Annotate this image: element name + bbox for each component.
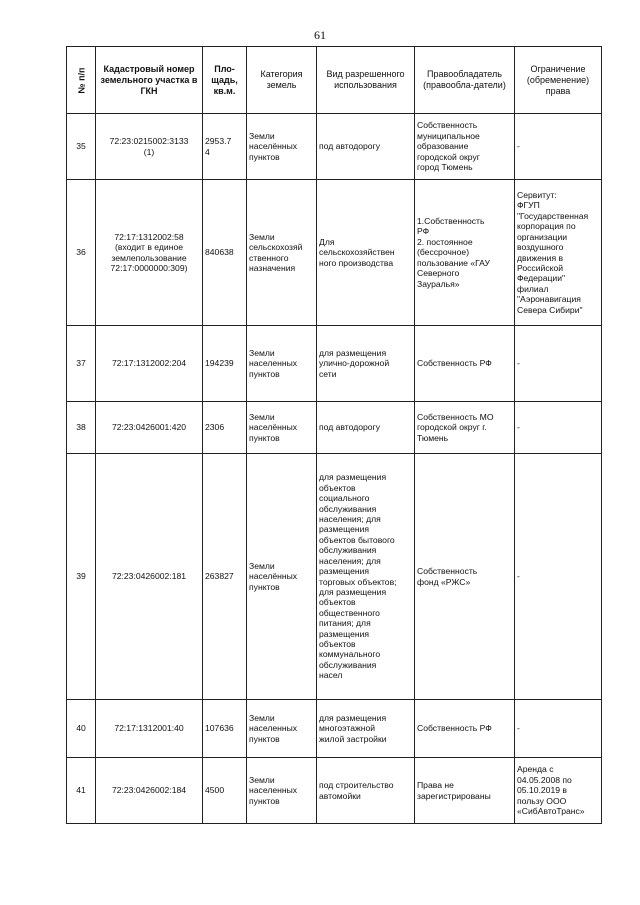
header-owner: Правообладатель (правообла-датели) — [415, 47, 515, 114]
cell-num: 41 — [67, 758, 96, 824]
cell-area: 2953.7 4 — [203, 114, 247, 180]
cell-owner: Собственность муниципальное образование городской округ город Тюмень — [415, 114, 515, 180]
cell-cadastral: 72:17:1312002:58 (входит в единое землепользование 72:17:0000000:309) — [96, 180, 203, 326]
header-restriction: Ограничение (обременение) права — [515, 47, 602, 114]
cell-num: 39 — [67, 454, 96, 700]
cell-category: Земли населённых пунктов — [247, 114, 317, 180]
cell-restriction: - — [515, 114, 602, 180]
table-row — [67, 700, 602, 758]
cell-num: 40 — [67, 700, 96, 758]
header-cadastral: Кадастровый номер земельного участка в ГКН — [96, 47, 203, 114]
cell-area: 107636 — [203, 700, 247, 758]
page-number: 61 — [314, 28, 326, 42]
cell-area: 840638 — [203, 180, 247, 326]
cell-area: 4500 — [203, 758, 247, 824]
cell-restriction: - — [515, 402, 602, 454]
cell-category: Земли населенных пунктов — [247, 326, 317, 402]
cell-area: 194239 — [203, 326, 247, 402]
cell-area: 263827 — [203, 454, 247, 700]
table-row — [67, 402, 602, 454]
cell-owner: Собственность РФ — [415, 700, 515, 758]
cell-usage: для размещения объектов социального обслуживания населения; для размещения объектов бытового обслуживания населения; для размещения торговых объектов; для размещения объектов общественного питания; для размещения объектов коммунального обслуживания насел — [317, 454, 415, 700]
cell-num: 37 — [67, 326, 96, 402]
cell-restriction: - — [515, 326, 602, 402]
table-row — [67, 180, 602, 326]
cell-cadastral: 72:23:0215002:3133 (1) — [96, 114, 203, 180]
table-row — [67, 326, 602, 402]
cell-owner: 1.Собственность РФ 2. постоянное (бессрочное) пользование «ГАУ Северного Зауралья» — [415, 180, 515, 326]
header-area: Пло-щадь, кв.м. — [203, 47, 247, 114]
cell-category: Земли населённых пунктов — [247, 454, 317, 700]
header-usage: Вид разрешенного использования — [317, 47, 415, 114]
cell-cadastral: 72:23:0426001:420 — [96, 402, 203, 454]
cell-area: 2306 — [203, 402, 247, 454]
cell-cadastral: 72:17:1312002:204 — [96, 326, 203, 402]
table-row — [67, 758, 602, 824]
cell-usage: для размещения улично-дорожной сети — [317, 326, 415, 402]
header-num: № п/п — [67, 47, 96, 114]
cell-num: 36 — [67, 180, 96, 326]
cell-usage: под автодорогу — [317, 114, 415, 180]
cell-usage: под автодорогу — [317, 402, 415, 454]
cell-num: 38 — [67, 402, 96, 454]
header-category: Категория земель — [247, 47, 317, 114]
table-row — [67, 454, 602, 700]
cell-restriction: Сервитут: ФГУП "Государственная корпорация по организации воздушного движения в Российской Федерации" филиал "Аэронавигация Севера Сибири" — [515, 180, 602, 326]
cell-num: 35 — [67, 114, 96, 180]
cell-usage: Для сельскохозяйствен ного производства — [317, 180, 415, 326]
land-register-table — [66, 46, 602, 824]
cell-category: Земли сельскохозяй ственного назначения — [247, 180, 317, 326]
cell-restriction: - — [515, 700, 602, 758]
cell-usage: под строительство автомойки — [317, 758, 415, 824]
cell-category: Земли населенных пунктов — [247, 700, 317, 758]
cell-category: Земли населённых пунктов — [247, 402, 317, 454]
cell-owner: Права не зарегистрированы — [415, 758, 515, 824]
cell-restriction: - — [515, 454, 602, 700]
cell-usage: для размещения многоэтажной жилой застройки — [317, 700, 415, 758]
cell-restriction: Аренда с 04.05.2008 по 05.10.2019 в пользу ООО «СибАвтоТранс» — [515, 758, 602, 824]
cell-owner: Собственность МО городской округ г. Тюмень — [415, 402, 515, 454]
cell-owner: Собственность фонд «РЖС» — [415, 454, 515, 700]
table-row — [67, 114, 602, 180]
cell-cadastral: 72:17:1312001:40 — [96, 700, 203, 758]
cell-category: Земли населенных пунктов — [247, 758, 317, 824]
cell-cadastral: 72:23:0426002:184 — [96, 758, 203, 824]
cell-owner: Собственность РФ — [415, 326, 515, 402]
cell-cadastral: 72:23:0426002:181 — [96, 454, 203, 700]
table-header-row — [67, 47, 602, 114]
